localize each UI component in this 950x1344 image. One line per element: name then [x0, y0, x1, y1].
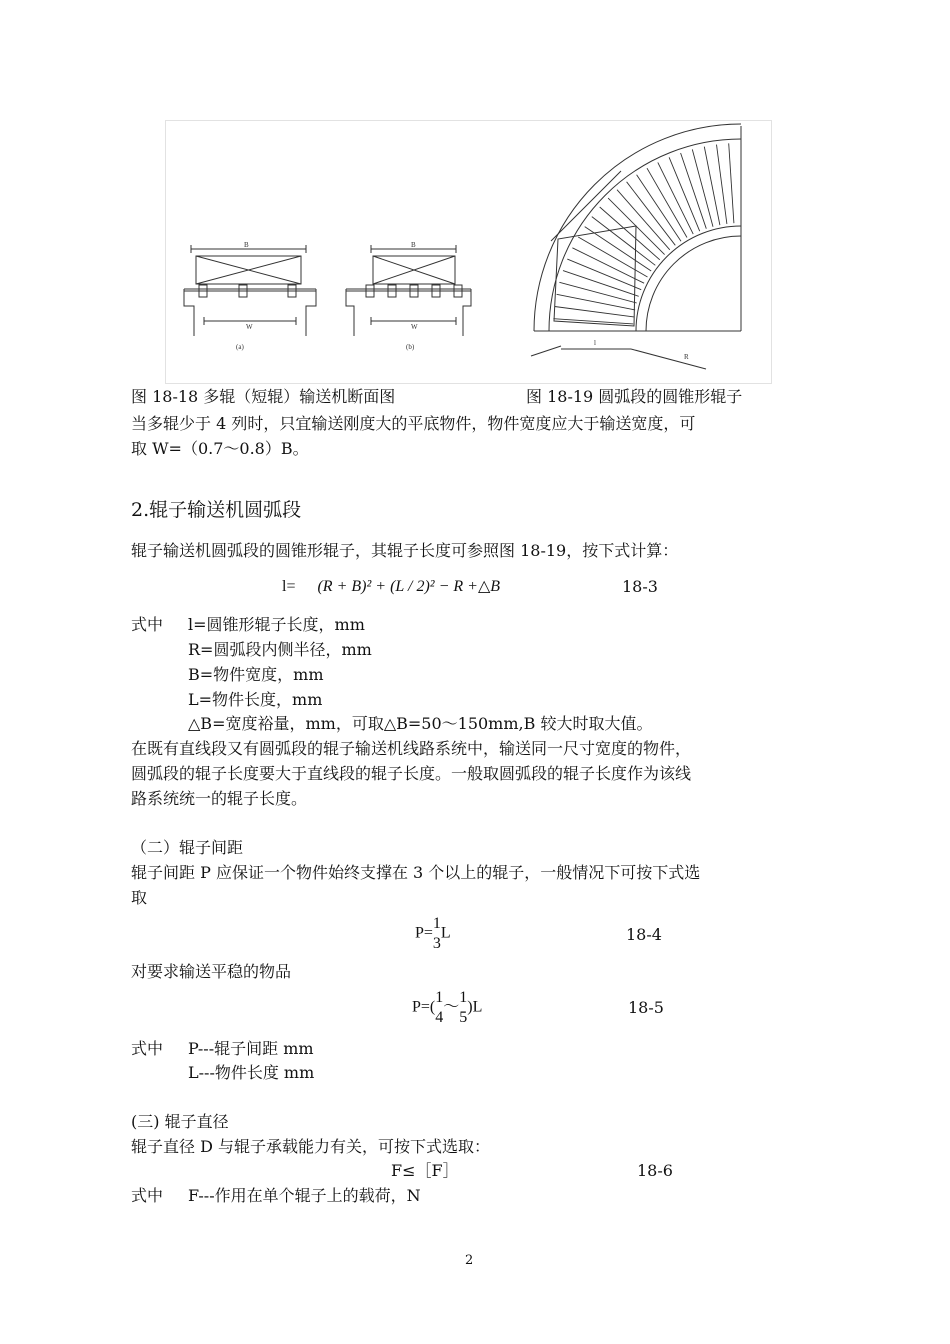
figure-curve-drawing [531, 124, 741, 369]
equation-tail: L [440, 924, 451, 942]
figure-frame [165, 120, 772, 384]
equation-lhs: P=( [412, 998, 436, 1016]
roller-line [704, 147, 720, 226]
roller-line [647, 168, 687, 237]
definition-item: F---作用在单个辊子上的载荷，N [188, 1186, 421, 1205]
equation-number: 18-4 [626, 925, 662, 944]
figure-caption-18-18: 图 18-18 多辊（短辊）输送机断面图 [131, 387, 396, 406]
dim-l-label: l [594, 339, 596, 347]
definition-item: △B=宽度裕量，mm，可取△B=50～150mm,B 较大时取大值。 [188, 714, 653, 733]
dim-w-label-b: W [411, 323, 418, 331]
figure-a-sublabel: (a) [236, 343, 244, 351]
conveyor-figures [166, 121, 771, 383]
figure-b-drawing [346, 245, 471, 336]
definitions-label: 式中 [131, 615, 164, 634]
roller-line [617, 190, 670, 250]
roller-line [729, 143, 734, 223]
paragraph-line: 取 W=（0.7～0.8）B。 [131, 439, 309, 458]
equation-18-5 [412, 988, 482, 1028]
equation-number: 18-6 [637, 1161, 673, 1180]
subsection-heading: (三) 辊子直径 [131, 1112, 229, 1131]
numerator: 1 [435, 989, 444, 1006]
dim-b-label-a: B [244, 241, 249, 249]
figure-caption-18-19: 图 18-19 圆弧段的圆锥形辊子 [526, 387, 743, 406]
paragraph-line: 辊子直径 D 与辊子承载能力有关，可按下式选取： [131, 1137, 491, 1156]
dim-r-label: R [684, 353, 689, 361]
roller-line [717, 145, 727, 224]
denominator: 3 [432, 935, 441, 952]
definition-item: l=圆锥形辊子长度，mm [188, 615, 365, 634]
figure-b-sublabel: (b) [406, 343, 415, 351]
page-number: 2 [465, 1253, 474, 1268]
dim-w-label-a: W [246, 323, 253, 331]
paragraph-line: 在既有直线段又有圆弧段的辊子输送机线路系统中，输送同一尺寸宽度的物件， [131, 739, 692, 758]
definition-item: R=圆弧段内侧半径，mm [188, 640, 372, 659]
section-intro: 辊子输送机圆弧段的圆锥形辊子，其辊子长度可参照图 18-19，按下式计算： [131, 541, 679, 560]
section-heading: 2.辊子输送机圆弧段 [131, 499, 302, 521]
equation-lhs: l= [282, 578, 296, 595]
equation-tail: )L [467, 998, 483, 1016]
dim-b-label-b: B [411, 241, 416, 249]
paragraph-line: 当多辊少于 4 列时，只宜输送刚度大的平底物件，物件宽度应大于输送宽度，可 [131, 414, 696, 433]
roller-line [637, 175, 681, 242]
paragraph-line: 取 [131, 888, 148, 907]
equation-18-6: F≤［F］ [391, 1161, 459, 1180]
numerator: 1 [432, 915, 441, 932]
definition-item: L=物件长度，mm [188, 690, 323, 709]
equation-18-4 [415, 914, 451, 954]
equation-18-3 [282, 577, 500, 597]
roller-line [559, 282, 636, 303]
definitions-label: 式中 [131, 1039, 164, 1058]
denominator: 5 [459, 1009, 468, 1026]
roller-line [600, 207, 660, 260]
roller-line [692, 149, 713, 226]
fraction [433, 914, 441, 954]
roller-line [578, 237, 647, 277]
equation-body: (R + B)² + (L / 2)² − R +△B [317, 578, 501, 595]
definitions-label: 式中 [131, 1186, 164, 1205]
range-symbol: ～ [443, 998, 460, 1016]
numerator: 1 [459, 989, 468, 1006]
roller-line [557, 294, 636, 310]
paragraph-line: 对要求输送平稳的物品 [131, 962, 292, 981]
equation-lhs: P= [415, 924, 433, 942]
paragraph-line: 圆弧段的辊子长度要大于直线段的辊子长度。一般取圆弧段的辊子长度作为该线 [131, 764, 692, 783]
roller-line [555, 307, 634, 317]
denominator: 4 [435, 1009, 444, 1026]
paragraph-line: 辊子间距 P 应保证一个物件始终支撑在 3 个以上的辊子，一般情况下可按下式选 [131, 863, 701, 882]
subsection-heading: （二）辊子间距 [131, 838, 244, 857]
definition-item: L---物件长度 mm [188, 1063, 315, 1082]
equation-number: 18-5 [628, 998, 664, 1017]
roller-line [592, 217, 656, 266]
definition-item: B=物件宽度，mm [188, 665, 324, 684]
equation-number: 18-3 [622, 577, 658, 596]
paragraph-line: 路系统统一的辊子长度。 [131, 789, 308, 808]
roller-line [627, 182, 676, 246]
definition-item: P---辊子间距 mm [188, 1039, 314, 1058]
